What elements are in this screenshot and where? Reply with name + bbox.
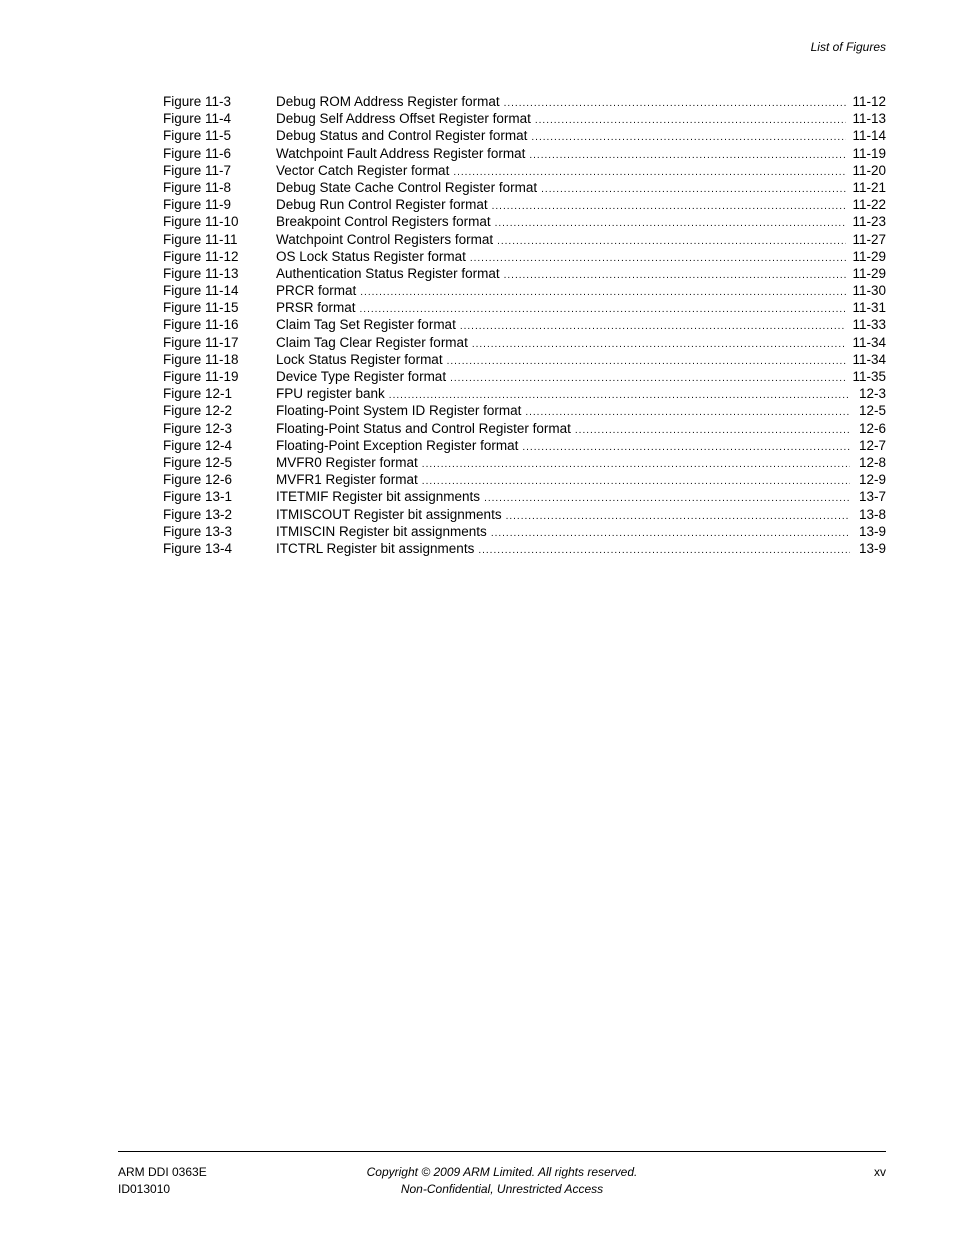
toc-entry[interactable] xyxy=(163,385,886,402)
figure-number: Figure 11-14 xyxy=(163,283,239,299)
dot-leader xyxy=(450,370,846,387)
figure-page-ref[interactable]: 11-22 xyxy=(852,197,886,213)
dot-leader xyxy=(360,284,846,301)
figure-number: Figure 11-3 xyxy=(163,94,232,109)
dot-leader xyxy=(422,456,850,473)
figure-number: Figure 13-3 xyxy=(163,523,233,539)
figure-number: Figure 12-6 xyxy=(163,472,233,488)
figure-number: Figure 12-5 xyxy=(163,454,233,470)
figure-page-ref[interactable]: 11-12 xyxy=(852,94,886,109)
toc-entry[interactable] xyxy=(163,213,886,230)
figure-title[interactable]: PRCR format xyxy=(276,283,357,299)
figure-page-ref[interactable]: 12-5 xyxy=(858,403,886,419)
figure-page-ref[interactable]: 11-19 xyxy=(852,145,886,161)
figure-title[interactable]: Debug State Cache Control Register format xyxy=(276,179,538,195)
dot-leader xyxy=(504,95,847,112)
toc-entry[interactable] xyxy=(163,162,886,179)
figure-title[interactable]: Debug Self Address Offset Register format xyxy=(276,111,531,127)
toc-entry[interactable] xyxy=(163,334,886,351)
figure-title[interactable]: FPU register bank xyxy=(276,386,385,402)
dot-leader xyxy=(529,147,846,164)
figure-page-ref[interactable]: 11-23 xyxy=(852,214,886,230)
figure-page-ref[interactable]: 11-14 xyxy=(852,128,886,144)
figure-title[interactable]: Watchpoint Control Registers format xyxy=(276,231,494,247)
figure-title[interactable]: Debug Status and Control Register format xyxy=(276,128,528,144)
figure-number: Figure 11-12 xyxy=(163,248,239,264)
toc-entry[interactable] xyxy=(163,299,886,316)
figure-page-ref[interactable]: 11-34 xyxy=(852,334,886,350)
figure-title[interactable]: Watchpoint Fault Address Register format xyxy=(276,145,526,161)
doc-issue: ID013010 xyxy=(118,1182,171,1196)
figure-title[interactable]: ITCTRL Register bit assignments xyxy=(276,540,475,556)
dot-leader xyxy=(472,336,847,353)
figure-number: Figure 11-8 xyxy=(163,179,232,195)
dot-leader xyxy=(506,508,850,525)
confidentiality-notice: Non-Confidential, Unrestricted Access xyxy=(400,1182,604,1196)
figure-title[interactable]: PRSR format xyxy=(276,300,356,316)
toc-entry[interactable] xyxy=(163,368,886,385)
figure-number: Figure 11-13 xyxy=(163,265,239,281)
dot-leader xyxy=(491,525,850,542)
figure-number: Figure 11-19 xyxy=(163,369,239,384)
figure-number: Figure 13-4 xyxy=(163,540,233,556)
figure-page-ref[interactable]: 11-34 xyxy=(852,351,886,367)
toc-entry[interactable] xyxy=(163,127,886,144)
figure-title[interactable]: Breakpoint Control Registers format xyxy=(276,214,491,230)
figure-title[interactable]: MVFR1 Register format xyxy=(276,472,418,488)
figure-number: Figure 11-17 xyxy=(163,334,239,350)
figure-title[interactable]: Claim Tag Clear Register format xyxy=(276,334,468,350)
toc-entry[interactable] xyxy=(163,506,886,523)
dot-leader xyxy=(478,542,850,559)
toc-entry[interactable] xyxy=(163,179,886,196)
dot-leader xyxy=(497,233,846,250)
figure-number: Figure 11-10 xyxy=(163,214,239,230)
toc-entry[interactable] xyxy=(163,540,886,557)
figure-title[interactable]: ITMISCIN Register bit assignments xyxy=(276,523,487,539)
figure-number: Figure 11-7 xyxy=(163,162,232,178)
dot-leader xyxy=(484,490,850,507)
figure-title[interactable]: MVFR0 Register format xyxy=(276,454,418,470)
figure-title[interactable]: ITMISCOUT Register bit assignments xyxy=(276,506,502,522)
figure-page-ref[interactable]: 12-8 xyxy=(858,454,886,470)
figure-number: Figure 13-2 xyxy=(163,506,233,522)
figure-page-ref[interactable]: 11-31 xyxy=(852,300,886,316)
figure-page-ref[interactable]: 13-9 xyxy=(858,523,886,539)
figure-number: Figure 11-5 xyxy=(163,128,232,144)
dot-leader xyxy=(531,129,846,146)
toc-entry[interactable] xyxy=(163,402,886,419)
toc-entry[interactable] xyxy=(163,93,886,110)
toc-entry[interactable] xyxy=(163,248,886,265)
list-of-figures xyxy=(163,93,886,557)
figure-page-ref[interactable]: 11-13 xyxy=(852,111,886,127)
dot-leader xyxy=(504,267,847,284)
figure-page-ref[interactable]: 12-9 xyxy=(858,472,886,488)
toc-entry[interactable] xyxy=(163,351,886,368)
figure-page-ref[interactable]: 13-8 xyxy=(858,506,886,522)
figure-title[interactable]: Vector Catch Register format xyxy=(276,162,450,178)
figure-title[interactable]: Debug ROM Address Register format xyxy=(276,94,500,109)
figure-page-ref[interactable]: 11-30 xyxy=(852,283,886,299)
figure-title[interactable]: Floating-Point System ID Register format xyxy=(276,403,522,419)
figure-page-ref[interactable]: 11-20 xyxy=(852,162,886,178)
toc-entry[interactable] xyxy=(163,196,886,213)
dot-leader xyxy=(422,473,850,490)
doc-id: ARM DDI 0363E xyxy=(118,1165,207,1179)
footer-legal xyxy=(0,1164,954,1198)
toc-entry[interactable] xyxy=(163,231,886,248)
dot-leader xyxy=(447,353,847,370)
figure-page-ref[interactable]: 13-9 xyxy=(858,540,886,556)
dot-leader xyxy=(495,215,847,232)
toc-entry[interactable] xyxy=(163,282,886,299)
figure-page-ref[interactable]: 12-7 xyxy=(858,437,886,453)
figure-number: Figure 11-16 xyxy=(163,317,239,333)
figure-number: Figure 12-4 xyxy=(163,437,233,453)
dot-leader xyxy=(460,318,847,335)
toc-entry[interactable] xyxy=(163,145,886,162)
dot-leader xyxy=(522,439,850,456)
figure-number: Figure 12-1 xyxy=(163,386,233,402)
copyright-notice: Copyright © 2009 ARM Limited. All rights reserved. xyxy=(366,1165,638,1179)
figure-title[interactable]: Device Type Register format xyxy=(276,369,447,384)
toc-entry[interactable] xyxy=(163,110,886,127)
figure-title[interactable]: Lock Status Register format xyxy=(276,351,443,367)
toc-entry[interactable] xyxy=(163,523,886,540)
figure-page-ref[interactable]: 11-33 xyxy=(852,317,886,333)
figure-title[interactable]: Authentication Status Register format xyxy=(276,265,500,281)
figure-page-ref[interactable]: 11-21 xyxy=(852,179,886,195)
figure-page-ref[interactable]: 12-6 xyxy=(858,420,886,436)
figure-number: Figure 13-1 xyxy=(163,489,233,505)
page-number: xv xyxy=(874,1165,886,1179)
figure-page-ref[interactable]: 13-7 xyxy=(858,489,886,505)
running-header: List of Figures xyxy=(810,40,886,54)
footer-divider xyxy=(118,1151,886,1152)
toc-entry[interactable] xyxy=(163,488,886,505)
toc-entry[interactable] xyxy=(163,420,886,437)
toc-entry[interactable] xyxy=(163,454,886,471)
figure-page-ref[interactable]: 11-29 xyxy=(852,265,886,281)
dot-leader xyxy=(535,112,847,129)
figure-number: Figure 11-6 xyxy=(163,145,232,161)
figure-title[interactable]: ITETMIF Register bit assignments xyxy=(276,489,481,505)
dot-leader xyxy=(575,422,850,439)
figure-title[interactable]: OS Lock Status Register format xyxy=(276,248,466,264)
toc-entry[interactable] xyxy=(163,316,886,333)
dot-leader xyxy=(541,181,846,198)
toc-entry[interactable] xyxy=(163,437,886,454)
figure-number: Figure 11-15 xyxy=(163,300,239,316)
figure-page-ref[interactable]: 12-3 xyxy=(858,386,886,402)
figure-page-ref[interactable]: 11-27 xyxy=(852,231,886,247)
toc-entry[interactable] xyxy=(163,471,886,488)
figure-number: Figure 11-18 xyxy=(163,351,239,367)
dot-leader xyxy=(470,250,847,267)
figure-number: Figure 11-9 xyxy=(163,197,232,213)
figure-title[interactable]: Floating-Point Status and Control Register format xyxy=(276,420,571,436)
dot-leader xyxy=(492,198,847,215)
figure-number: Figure 12-3 xyxy=(163,420,233,436)
figure-number: Figure 11-11 xyxy=(163,231,238,247)
figure-number: Figure 11-4 xyxy=(163,111,232,127)
toc-entry[interactable] xyxy=(163,265,886,282)
figure-title[interactable]: Claim Tag Set Register format xyxy=(276,317,456,333)
figure-title[interactable]: Debug Run Control Register format xyxy=(276,197,488,213)
figure-number: Figure 12-2 xyxy=(163,403,233,419)
figure-title[interactable]: Floating-Point Exception Register format xyxy=(276,437,519,453)
figure-page-ref[interactable]: 11-29 xyxy=(852,248,886,264)
figure-page-ref[interactable]: 11-35 xyxy=(852,369,886,384)
